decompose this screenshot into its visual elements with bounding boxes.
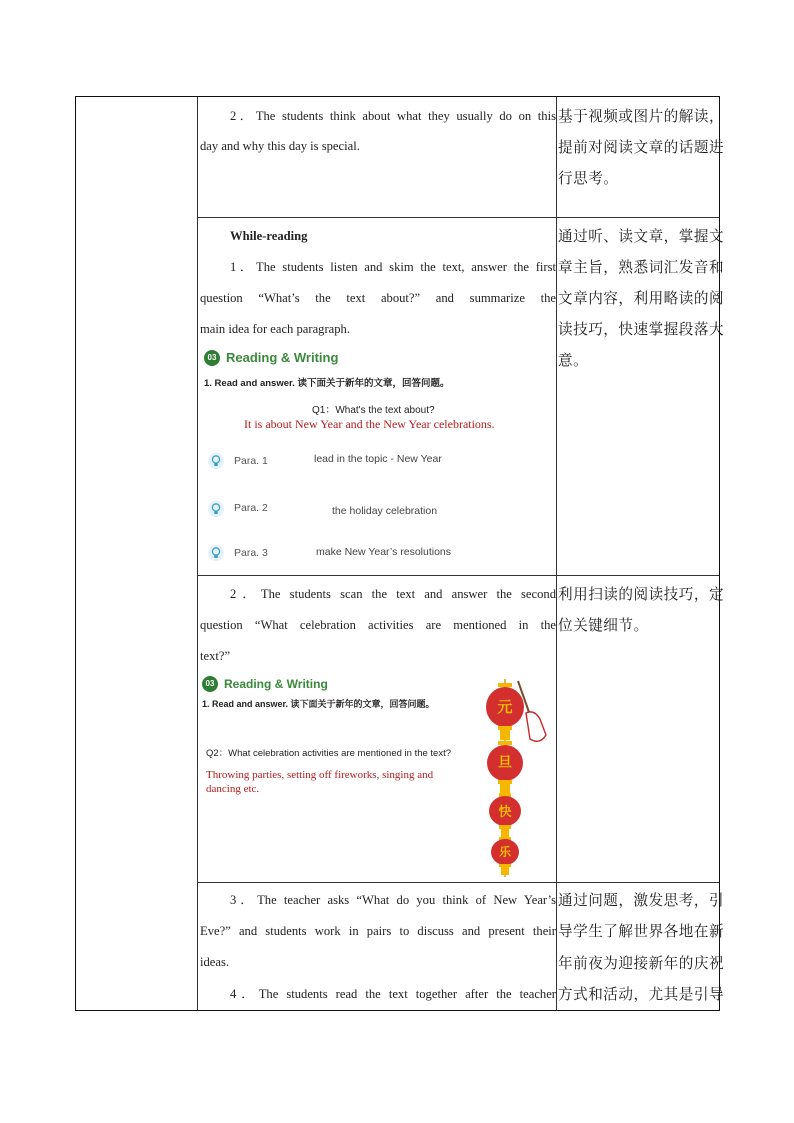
row4-note-line-2: 导学生了解世界各地在新 (558, 923, 725, 940)
row1-text-line-1: 2．The students think about what they usually do on this (230, 109, 556, 123)
para-3-text: make New Year’s resolutions (316, 546, 452, 558)
slide-instruction: 1. Read and answer. 读下面关于新年的文章，回答问题。 (202, 699, 435, 709)
slide-title: Reading & Writing (224, 676, 328, 691)
row4-text-line-4: 4．The students read the text together after the teacher (230, 987, 556, 1001)
slide-q2-image (202, 675, 554, 879)
row4-text-line-2: Eve?” and students work in pairs to discuss and present their (200, 924, 556, 938)
row3-note-line-2: 位关键细节。 (558, 617, 649, 634)
row3-text-line-2: question “What celebration activities are mentioned in the (200, 618, 556, 632)
row2-text-line-3: main idea for each paragraph. (200, 322, 350, 336)
section-badge: 03 (204, 350, 220, 366)
lantern-char-2: 旦 (498, 755, 512, 771)
row1-note-line-2: 提前对阅读文章的话题进 (558, 139, 725, 156)
lantern-char-4: 乐 (498, 845, 511, 859)
row2-note-line-1: 通过听、读文章，掌握文 (558, 228, 725, 245)
lantern-char-3: 快 (498, 805, 512, 820)
row2-note-line-2: 章主旨，熟悉词汇发音和 (558, 259, 725, 276)
para-2-label: Para. 2 (234, 502, 268, 514)
slide-instruction: 1. Read and answer. 读下面关于新年的文章，回答问题。 (204, 378, 450, 389)
row1-note-line-3: 行思考。 (558, 170, 619, 187)
para-1-label: Para. 1 (234, 455, 268, 467)
lightbulb-icon (208, 545, 224, 561)
row-divider-1 (197, 217, 719, 218)
row-divider-3 (197, 882, 719, 883)
row3-text-line-3: text?” (200, 649, 231, 663)
row3-text-line-1: 2．The students scan the text and answer the second (230, 587, 556, 601)
lightbulb-icon (208, 453, 224, 469)
row4-note-line-4: 方式和活动，尤其是引导 (558, 986, 725, 1003)
row3-note-line-1: 利用扫读的阅读技巧，定 (558, 586, 725, 603)
para-1-text: lead in the topic - New Year (314, 453, 442, 465)
row4-text-line-3: ideas. (200, 955, 230, 969)
slide-q1-image (204, 349, 554, 573)
lightbulb-icon (208, 501, 224, 517)
slide-question: Q2：What celebration activities are mentioned in the text? (206, 748, 452, 759)
row2-note-line-3: 文章内容，利用略读的阅 (558, 290, 725, 307)
row1-note-line-1: 基于视频或图片的解读， (558, 108, 725, 125)
slide-title: Reading & Writing (226, 350, 339, 366)
row1-text-line-2: day and why this day is special. (200, 139, 360, 153)
slide-answer-line-2: dancing etc. (206, 783, 260, 795)
row2-note-line-5: 意。 (558, 352, 589, 369)
row-divider-2 (197, 575, 719, 576)
section-badge: 03 (202, 676, 218, 692)
while-reading-heading: While-reading (230, 229, 308, 243)
para-2-text: the holiday celebration (332, 505, 438, 517)
slide-answer: It is about New Year and the New Year celebrations. (244, 417, 495, 431)
para-3-label: Para. 3 (234, 547, 268, 559)
row2-text-line-1: 1．The students listen and skim the text, answer the first (230, 260, 556, 274)
slide-question: Q1：What's the text about? (312, 405, 435, 416)
row4-text-line-1: 3．The teacher asks “What do you think of New Year’s (230, 893, 556, 907)
lesson-plan-table (75, 96, 725, 1011)
lantern-char-1: 元 (497, 698, 513, 716)
column-divider-2 (556, 97, 557, 1010)
row2-text-line-2: question “What’s the text about?” and summarize the (200, 291, 556, 305)
row2-note-line-4: 读技巧，快速掌握段落大 (558, 321, 725, 338)
slide-answer-line-1: Throwing parties, setting off fireworks, singing and (206, 769, 434, 781)
row4-note-line-3: 年前夜为迎接新年的庆祝 (558, 955, 725, 972)
row4-note-line-1: 通过问题，激发思考，引 (558, 892, 725, 909)
column-divider-1 (197, 97, 198, 1010)
